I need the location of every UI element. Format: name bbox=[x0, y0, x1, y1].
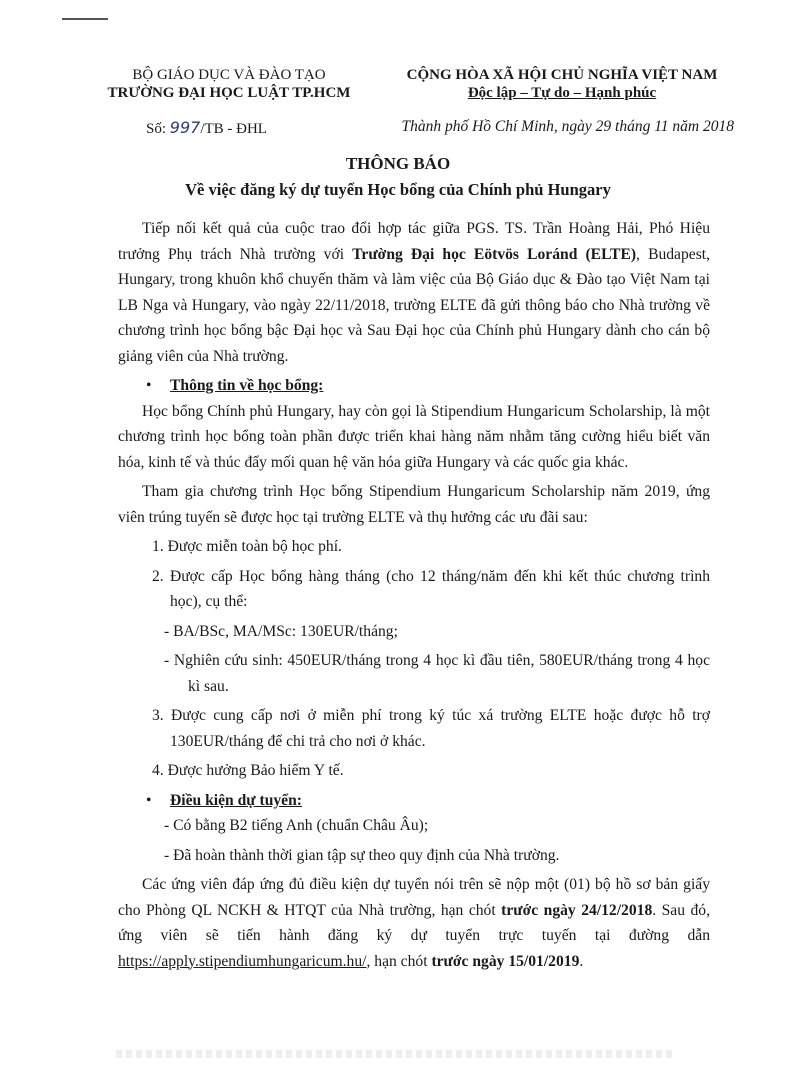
country-name: CỘNG HÒA XÃ HỘI CHỦ NGHĨA VIỆT NAM bbox=[406, 67, 718, 83]
sub-list-item: - Nghiên cứu sinh: 450EUR/tháng trong 4 học kì đầu tiên, 580EUR/tháng trong 4 học kì sau. bbox=[164, 652, 710, 695]
issuer-header bbox=[104, 66, 354, 102]
bullet-icon: • bbox=[146, 791, 152, 809]
list-item: 2. Được cấp Học bổng hàng tháng (cho 12 tháng/năm đến khi kết thúc chương trình học), cụ thể: bbox=[152, 567, 710, 610]
list-item: 3. Được cung cấp nơi ở miễn phí trong ký túc xá trường ELTE hoặc được hỗ trợ 130EUR/tháng để chi trả cho nơi ở khác. bbox=[152, 707, 710, 750]
document-title: THÔNG BÁO bbox=[345, 154, 451, 173]
scholarship-paragraph-1: Học bổng Chính phủ Hungary, hay còn gọi là Stipendium Hungaricum Scholarship, là một chương trình học bổng toàn phần được triển khai hàng năm nhằm tăng cường hiểu biết văn hóa, kinh tế và thúc đẩy mối quan hệ văn hóa giữa Hungary và các quốc gia khác. bbox=[118, 402, 710, 471]
deadline-online: trước ngày 15/01/2019 bbox=[431, 952, 580, 970]
bullet-icon: • bbox=[146, 377, 152, 394]
university-name: TRƯỜNG ĐẠI HỌC LUẬT TP.HCM bbox=[107, 85, 351, 101]
intro-paragraph: Tiếp nối kết quả của cuộc trao đổi hợp tác giữa PGS. TS. Trần Hoàng Hải, Phó Hiệu trưởng Phụ trách Nhà trường với Trường Đại học Eötvös Loránd (ELTE), Budapest, Hungary, trong khuôn khổ chuyến thăm và làm việc của Bộ Giáo dục & Đào tạo Việt Nam tại LB Nga và Hungary, vào ngày 22/11/2018, trường ELTE đã gửi thông báo cho Nhà trường về chương trình học bổng bậc Đại học và Sau Đại học của Chính phủ Hungary dành cho cán bộ giảng viên của Nhà trường. bbox=[118, 220, 710, 365]
scholarship-paragraph-2: Tham gia chương trình Học bổng Stipendium Hungaricum Scholarship năm 2019, ứng viên trúng tuyển sẽ được học tại trường ELTE và thụ hưởng các ưu đãi sau: bbox=[118, 483, 710, 526]
section-heading-scholarship-info: • Thông tin về học bổng: bbox=[146, 373, 710, 399]
intro-bold: Trường Đại học Eötvös Loránd (ELTE) bbox=[352, 245, 637, 263]
document-number bbox=[146, 118, 267, 138]
section-heading-eligibility: • Điều kiện dự tuyển: bbox=[146, 788, 710, 814]
ministry-name: BỘ GIÁO DỤC VÀ ĐÀO TẠO bbox=[132, 67, 326, 83]
scan-mark bbox=[62, 18, 108, 20]
application-link[interactable]: https://apply.stipendiumhungaricum.hu/ bbox=[118, 952, 367, 970]
deadline-paper: trước ngày 24/12/2018 bbox=[501, 901, 653, 919]
document-body bbox=[118, 216, 710, 974]
document-subtitle: Về việc đăng ký dự tuyển Học bổng của Chính phủ Hungary bbox=[185, 180, 611, 199]
national-motto: Độc lập – Tự do – Hạnh phúc bbox=[467, 85, 657, 101]
list-item: 4. Được hưởng Bảo hiểm Y tế. bbox=[152, 762, 344, 779]
doc-number-suffix: /TB - ĐHL bbox=[200, 121, 267, 137]
doc-number-handwritten: 997 bbox=[169, 118, 201, 137]
sub-list-item: - Đã hoàn thành thời gian tập sự theo quy định của Nhà trường. bbox=[164, 846, 560, 864]
scan-artifact bbox=[116, 1050, 676, 1058]
national-header bbox=[392, 66, 732, 102]
list-item: 1. Được miễn toàn bộ học phí. bbox=[152, 538, 342, 555]
sub-list-item: - Có bằng B2 tiếng Anh (chuẩn Châu Âu); bbox=[164, 817, 429, 834]
place-date: Thành phố Hồ Chí Minh, ngày 29 tháng 11 năm 2018 bbox=[401, 118, 734, 135]
sub-list-item: - BA/BSc, MA/MSc: 130EUR/tháng; bbox=[164, 622, 398, 640]
closing-paragraph: Các ứng viên đáp ứng đủ điều kiện dự tuyển nói trên sẽ nộp một (01) bộ hồ sơ bản giấy cho Phòng QL NCKH & HTQT của Nhà trường, hạn chót trước ngày 24/12/2018. Sau đó, ứng viên sẽ tiến hành đăng ký dự tuyển trực tuyến tại đường dẫn https://apply.stipendiumhungaricum.hu/, hạn chót trước ngày 15/01/2019. bbox=[118, 876, 710, 970]
doc-number-prefix: Số: bbox=[146, 121, 167, 137]
